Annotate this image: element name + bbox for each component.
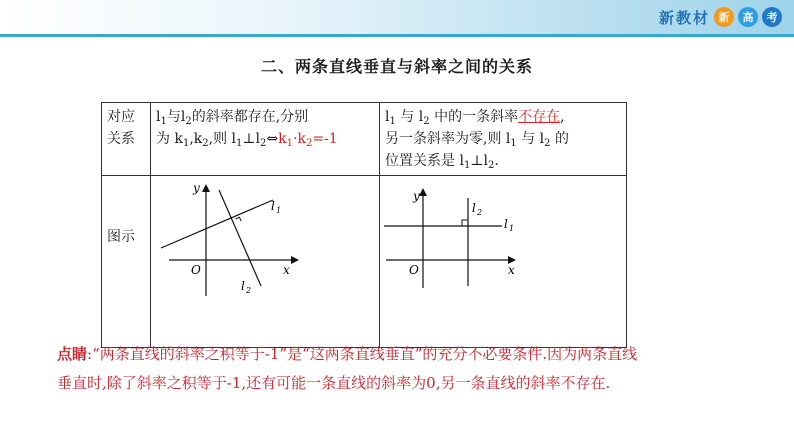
top-banner	[0, 0, 794, 34]
brand-badge-new: 新	[714, 7, 734, 27]
row-header-diagram: 图示	[102, 176, 151, 348]
brand-logo	[659, 5, 782, 29]
y-label: y	[413, 189, 420, 203]
y-axis-arrow-icon	[419, 188, 427, 196]
l2-sub: 2	[246, 286, 252, 295]
coordinate-figure-2	[380, 176, 626, 300]
table-row	[102, 103, 627, 176]
brand-badge-exam: 考	[762, 7, 782, 27]
l1-sub: 1	[276, 206, 282, 215]
brand-badge-high: 高	[738, 7, 758, 27]
y-label: y	[193, 181, 200, 195]
figure-perpendicular-slopes	[151, 176, 380, 348]
x-label: x	[508, 263, 515, 277]
line-l2	[219, 190, 261, 286]
note-line-1: “两条直线的斜率之积等于-1”是“这两条直线垂直”的充分不必要条件.因为两条直线	[92, 345, 638, 363]
l2-label: l	[241, 279, 245, 293]
key-point-note: 点睛:“两条直线的斜率之积等于-1”是“这两条直线垂直”的充分不必要条件.因为两条直线 垂直时,除了斜率之积等于-1,还有可能一条直线的斜率为0,另一条直线的斜率不存在.	[57, 345, 638, 392]
x-label: x	[283, 263, 290, 277]
brand-word: 新教材	[658, 8, 710, 27]
table-row	[102, 176, 627, 348]
l2-sub: 2	[477, 208, 483, 217]
slope-product-condition: $k_1\cdot k_2=-1$	[278, 131, 338, 149]
note-heading: 点睛	[57, 345, 88, 363]
case1-description: $l_1$与$l_2$的斜率都存在,分别 为 $k_1,k_2$,则 $l_1\perp l_2\Leftrightarrow k_1\cdot k_2=-1$	[151, 103, 380, 176]
banner-divider	[0, 34, 794, 37]
l1-label: l	[504, 217, 508, 231]
line-l1	[161, 200, 273, 248]
origin-label: O	[191, 263, 201, 277]
y-axis-arrow-icon	[202, 184, 210, 192]
figure-axis-parallel	[380, 176, 627, 348]
right-angle-mark	[236, 217, 242, 221]
coordinate-figure-1	[151, 176, 379, 300]
l1-sub: 1	[509, 224, 515, 233]
case2-description: $l_1$ 与 $l_2$ 中的一条斜率不存在, 另一条斜率为零,则 $l_1$ 与 $l_2$ 的 位置关系是 $l_1\perp l_2$.	[380, 103, 627, 176]
not-exist-highlight: 不存在	[518, 109, 561, 125]
note-line-2: 垂直时,除了斜率之积等于-1,还有可能一条直线的斜率为0,另一条直线的斜率不存在.	[57, 374, 611, 392]
row-header-relation: 对应 关系	[102, 103, 151, 176]
l2-label: l	[472, 201, 476, 215]
right-angle-mark	[462, 220, 468, 226]
l1-label: l	[271, 199, 275, 213]
section-title: 二、两条直线垂直与斜率之间的关系	[260, 57, 533, 76]
origin-label: O	[409, 263, 419, 277]
relation-table	[101, 102, 627, 348]
x-axis-arrow-icon	[291, 256, 299, 264]
